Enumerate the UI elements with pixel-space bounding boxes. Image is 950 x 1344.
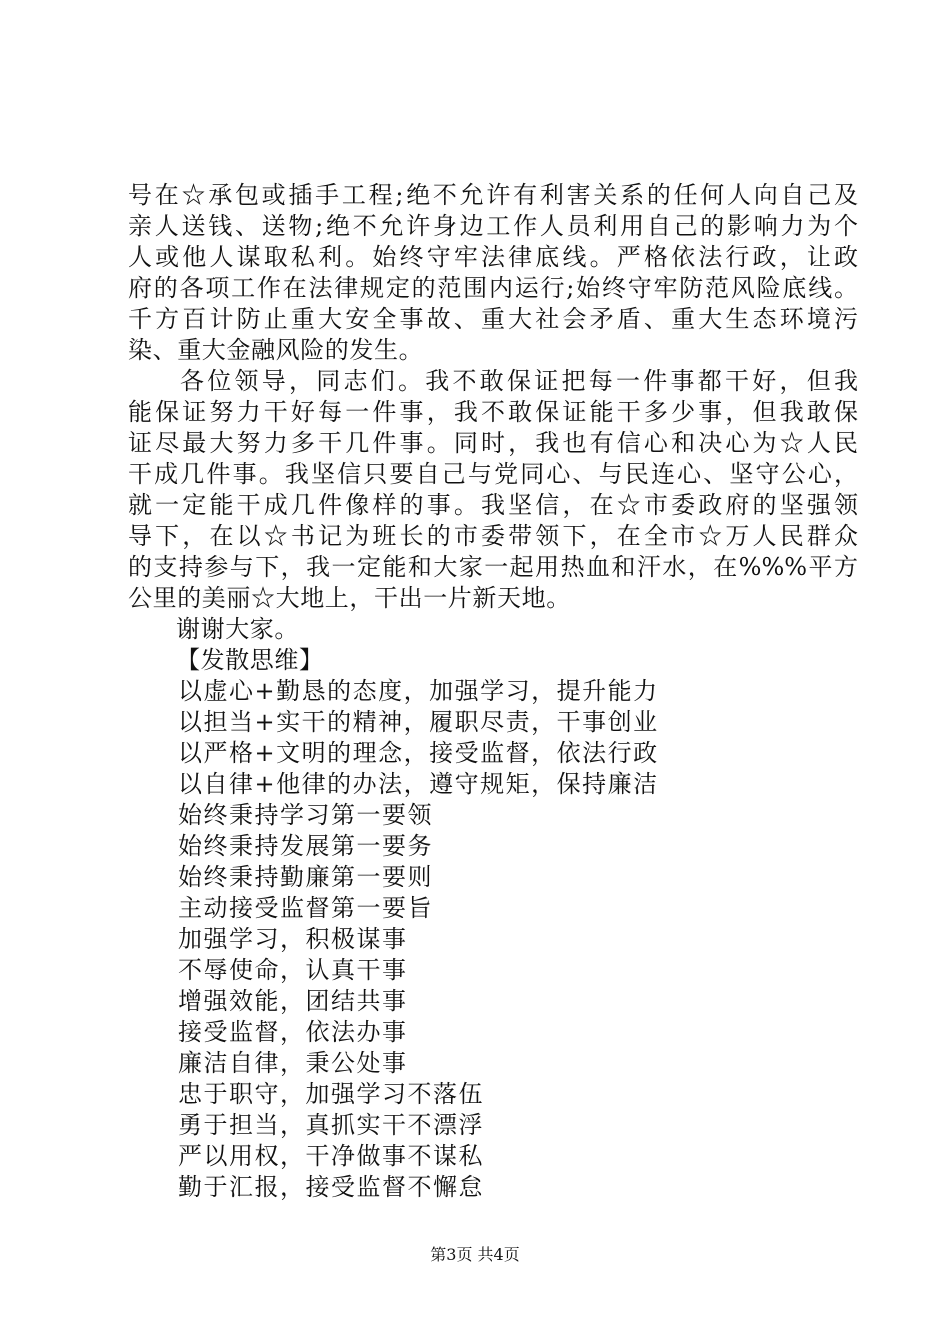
list-item: 接受监督，依法办事 <box>178 1018 408 1046</box>
paragraph-line: 染、重大金融风险的发生。 <box>128 336 424 364</box>
paragraph-line: 千方百计防止重大安全事故、重大社会矛盾、重大生态环境污 <box>128 305 858 333</box>
paragraph-line: 公里的美丽☆大地上，干出一片新天地。 <box>128 584 571 612</box>
list-item: 以自律+他律的办法，遵守规矩，保持廉洁 <box>178 770 659 798</box>
page-number-footer: 第3页 共4页 <box>430 1245 520 1264</box>
paragraph-line: 就一定能干成几件像样的事。我坚信，在☆市委政府的坚强领 <box>128 491 858 519</box>
paragraph-line: 府的各项工作在法律规定的范围内运行;始终守牢防范风险底线。 <box>128 274 858 302</box>
list-item: 严以用权，干净做事不谋私 <box>178 1142 484 1170</box>
list-item: 忠于职守，加强学习不落伍 <box>178 1080 484 1108</box>
paragraph-line: 亲人送钱、送物;绝不允许身边工作人员利用自己的影响力为个 <box>128 212 858 240</box>
paragraph-line: 各位领导，同志们。我不敢保证把每一件事都干好，但我 <box>180 367 858 395</box>
paragraph-line: 证尽最大努力多干几件事。同时，我也有信心和决心为☆人民 <box>128 429 858 457</box>
paragraph-line: 号在☆承包或插手工程;绝不允许有利害关系的任何人向自己及 <box>128 181 858 209</box>
list-item: 廉洁自律，秉公处事 <box>178 1049 408 1077</box>
paragraph-line: 的支持参与下，我一定能和大家一起用热血和汗水，在%%%平方 <box>128 553 858 581</box>
list-item: 以严格+文明的理念，接受监督，依法行政 <box>178 739 659 767</box>
paragraph-line: 导下，在以☆书记为班长的市委带领下，在全市☆万人民群众 <box>128 522 858 550</box>
paragraph-line: 干成几件事。我坚信只要自己与党同心、与民连心、坚守公心， <box>128 460 858 488</box>
list-item: 不辱使命，认真干事 <box>178 956 408 984</box>
list-item: 始终秉持发展第一要务 <box>178 832 433 860</box>
list-item: 以担当+实干的精神，履职尽责，干事创业 <box>178 708 659 736</box>
list-item: 加强学习，积极谋事 <box>178 925 408 953</box>
document-body <box>128 180 858 1203</box>
paragraph-line: 能保证努力干好每一件事，我不敢保证能干多少事，但我敢保 <box>128 398 858 426</box>
section-heading: 【发散思维】 <box>176 646 324 674</box>
list-item: 始终秉持勤廉第一要则 <box>178 863 433 891</box>
list-item: 增强效能，团结共事 <box>178 987 408 1015</box>
list-item: 勇于担当，真抓实干不漂浮 <box>178 1111 484 1139</box>
list-item: 以虚心+勤恳的态度，加强学习，提升能力 <box>178 677 659 705</box>
closing-line: 谢谢大家。 <box>176 615 299 643</box>
list-item: 主动接受监督第一要旨 <box>178 894 433 922</box>
list-item: 始终秉持学习第一要领 <box>178 801 433 829</box>
list-item: 勤于汇报，接受监督不懈怠 <box>178 1173 484 1201</box>
paragraph-line: 人或他人谋取私利。始终守牢法律底线。严格依法行政，让政 <box>128 243 858 271</box>
